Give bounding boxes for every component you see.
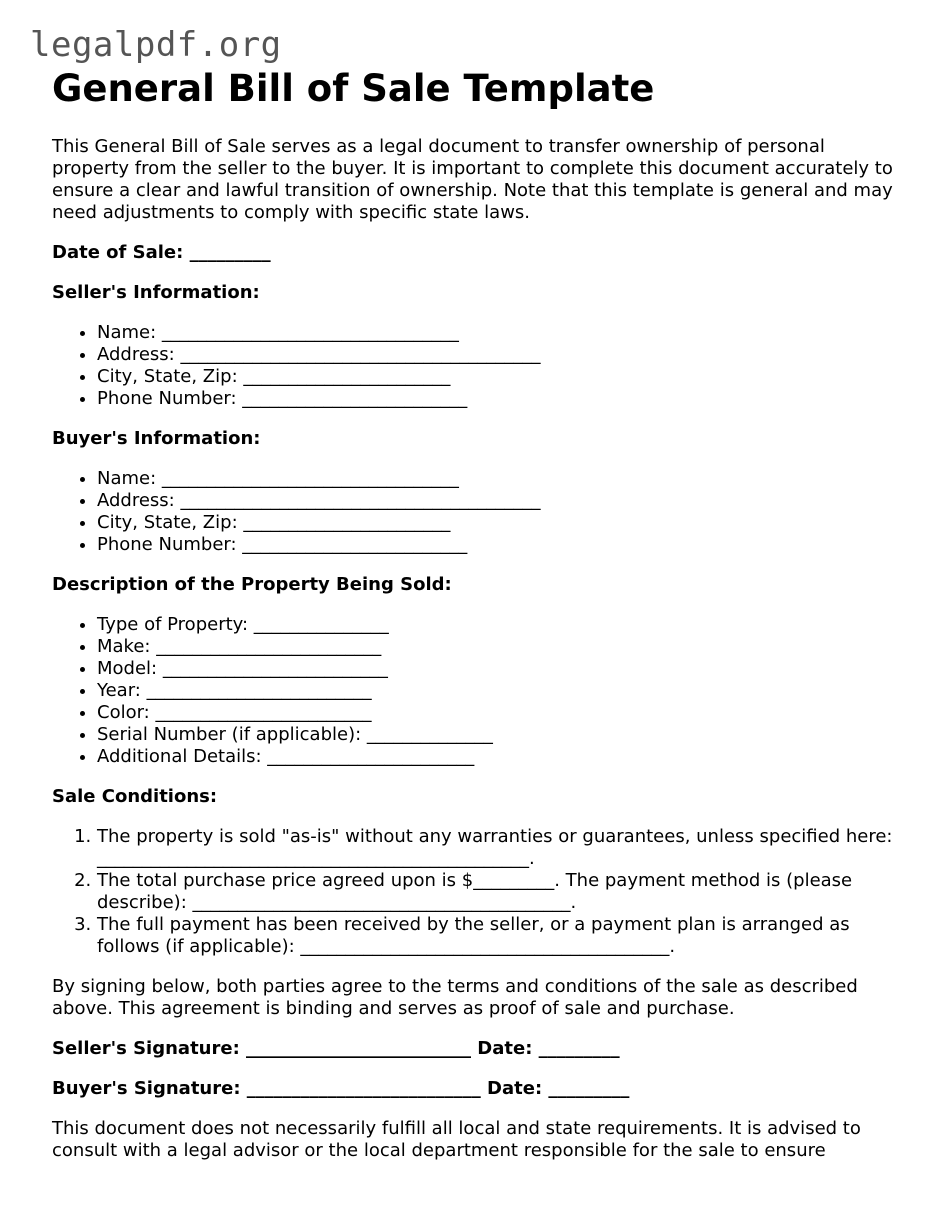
date-of-sale: Date of Sale: _________ bbox=[52, 242, 271, 263]
list-item: • Additional Details: _______________________ bbox=[97, 746, 897, 768]
list-item: 1. The property is sold "as-is" without any warranties or guarantees, unless specified here: ________________________________________________. bbox=[97, 826, 897, 870]
buyer-heading: Buyer's Information: bbox=[52, 428, 261, 449]
list-item: 2. The total purchase price agreed upon is $_________. The payment method is (please describe): __________________________________________. bbox=[97, 870, 897, 914]
seller-info-list bbox=[52, 322, 897, 410]
list-item: • Address: ________________________________________ bbox=[97, 344, 897, 366]
list-item: • Color: ________________________ bbox=[97, 702, 897, 724]
document-title: General Bill of Sale Template bbox=[52, 67, 655, 110]
list-item: 3. The full payment has been received by the seller, or a payment plan is arranged as follows (if applicable): _________________________________________. bbox=[97, 914, 897, 958]
list-item: • Model: _________________________ bbox=[97, 658, 897, 680]
list-item: • Phone Number: _________________________ bbox=[97, 388, 897, 410]
seller-heading: Seller's Information: bbox=[52, 282, 260, 303]
seller-signature-line: Seller's Signature: _________________________ Date: _________ bbox=[52, 1038, 620, 1059]
watermark-logo: legalpdf.org bbox=[30, 25, 282, 65]
property-list bbox=[52, 614, 897, 768]
list-item: • Phone Number: _________________________ bbox=[97, 534, 897, 556]
list-item: • Make: _________________________ bbox=[97, 636, 897, 658]
list-item: • Type of Property: _______________ bbox=[97, 614, 897, 636]
disclaimer-paragraph: This document does not necessarily fulfill all local and state requirements. It is advised to consult with a legal advisor or the local department responsible for the sale to ensure bbox=[52, 1118, 861, 1161]
buyer-signature-line: Buyer's Signature: __________________________ Date: _________ bbox=[52, 1078, 630, 1099]
list-item: • City, State, Zip: _______________________ bbox=[97, 366, 897, 388]
agreement-paragraph: By signing below, both parties agree to the terms and conditions of the sale as described above. This agreement is binding and serves as proof of sale and purchase. bbox=[52, 976, 858, 1019]
list-item: • Address: ________________________________________ bbox=[97, 490, 897, 512]
list-item: • Serial Number (if applicable): ______________ bbox=[97, 724, 897, 746]
buyer-info-list bbox=[52, 468, 897, 556]
conditions-list bbox=[52, 826, 897, 958]
list-item: • Name: _________________________________ bbox=[97, 322, 897, 344]
list-item: • City, State, Zip: _______________________ bbox=[97, 512, 897, 534]
conditions-heading: Sale Conditions: bbox=[52, 786, 218, 807]
list-item: • Year: _________________________ bbox=[97, 680, 897, 702]
list-item: • Name: _________________________________ bbox=[97, 468, 897, 490]
property-heading: Description of the Property Being Sold: bbox=[52, 574, 452, 595]
document-page bbox=[52, 66, 897, 1162]
intro-paragraph: This General Bill of Sale serves as a legal document to transfer ownership of personal property from the seller to the buyer. It is important to complete this document accurately to ensure a clear and lawful transition of ownership. Note that this template is general and may need adjustments to comply with specific state laws. bbox=[52, 136, 893, 223]
